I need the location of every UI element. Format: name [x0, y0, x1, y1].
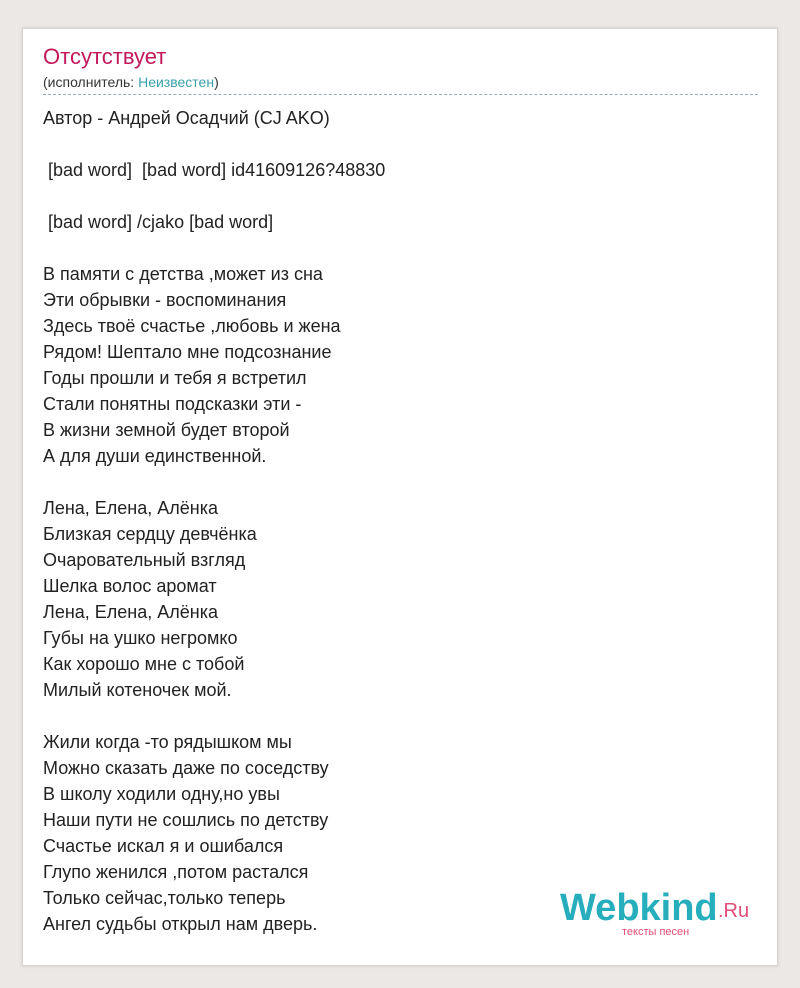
- lyric-blank-line: [43, 469, 743, 495]
- lyric-line: Лена, Елена, Алёнка: [43, 602, 218, 622]
- artist-link[interactable]: Неизвестен: [138, 74, 215, 90]
- lyric-line: Автор - Андрей Осадчий (CJ AKO): [43, 108, 330, 128]
- lyric-blank-line: [43, 131, 743, 157]
- title-divider: [43, 94, 758, 95]
- lyrics-text: [43, 105, 743, 937]
- lyric-line: [bad word] /cjako [bad word]: [43, 212, 274, 232]
- lyric-line: Жили когда -то рядышком мы: [43, 732, 292, 752]
- lyric-line: Эти обрывки - воспоминания: [43, 290, 287, 310]
- lyric-line: Шелка волос аромат: [43, 576, 217, 596]
- lyric-line: Рядом! Шептало мне подсознание: [43, 342, 332, 362]
- lyric-line: Здесь твоё счастье ,любовь и жена: [43, 316, 341, 336]
- logo-tagline: тексты песен: [622, 926, 690, 938]
- lyric-line: Ангел судьбы открыл нам дверь.: [43, 914, 318, 934]
- lyric-line: Губы на ушко негромко: [43, 628, 238, 648]
- logo-main-text: Webkind: [560, 887, 718, 929]
- lyric-line: Можно сказать даже по соседству: [43, 758, 329, 778]
- lyric-line: В памяти с детства ,может из сна: [43, 264, 323, 284]
- lyric-line: Очаровательный взгляд: [43, 550, 246, 570]
- lyrics-card: [22, 28, 778, 966]
- artist-prefix: (исполнитель:: [43, 74, 139, 90]
- song-title: Отсутствует: [43, 44, 167, 69]
- lyric-blank-line: [43, 703, 743, 729]
- lyric-line: [bad word] [bad word] id41609126?48830: [43, 160, 386, 180]
- lyric-blank-line: [43, 235, 743, 261]
- lyric-line: Милый котеночек мой.: [43, 680, 232, 700]
- lyric-line: В жизни земной будет второй: [43, 420, 290, 440]
- lyric-line: Близкая сердцу девчёнка: [43, 524, 257, 544]
- lyric-line: Только сейчас,только теперь: [43, 888, 286, 908]
- lyric-line: А для души единственной.: [43, 446, 267, 466]
- artist-suffix: ): [214, 74, 219, 90]
- lyric-line: Стали понятны подсказки эти -: [43, 394, 302, 414]
- lyric-line: Лена, Елена, Алёнка: [43, 498, 218, 518]
- lyric-line: Глупо женился ,потом растался: [43, 862, 309, 882]
- lyric-line: Наши пути не сошлись по детству: [43, 810, 329, 830]
- lyric-blank-line: [43, 183, 743, 209]
- lyric-line: Счастье искал я и ошибался: [43, 836, 284, 856]
- lyric-line: Как хорошо мне с тобой: [43, 654, 245, 674]
- artist-line: [43, 73, 219, 91]
- site-logo[interactable]: [560, 888, 760, 938]
- logo-tld: .Ru: [718, 900, 750, 922]
- lyric-line: В школу ходили одну,но увы: [43, 784, 280, 804]
- lyric-line: Годы прошли и тебя я встретил: [43, 368, 307, 388]
- logo-wordmark: [560, 888, 718, 928]
